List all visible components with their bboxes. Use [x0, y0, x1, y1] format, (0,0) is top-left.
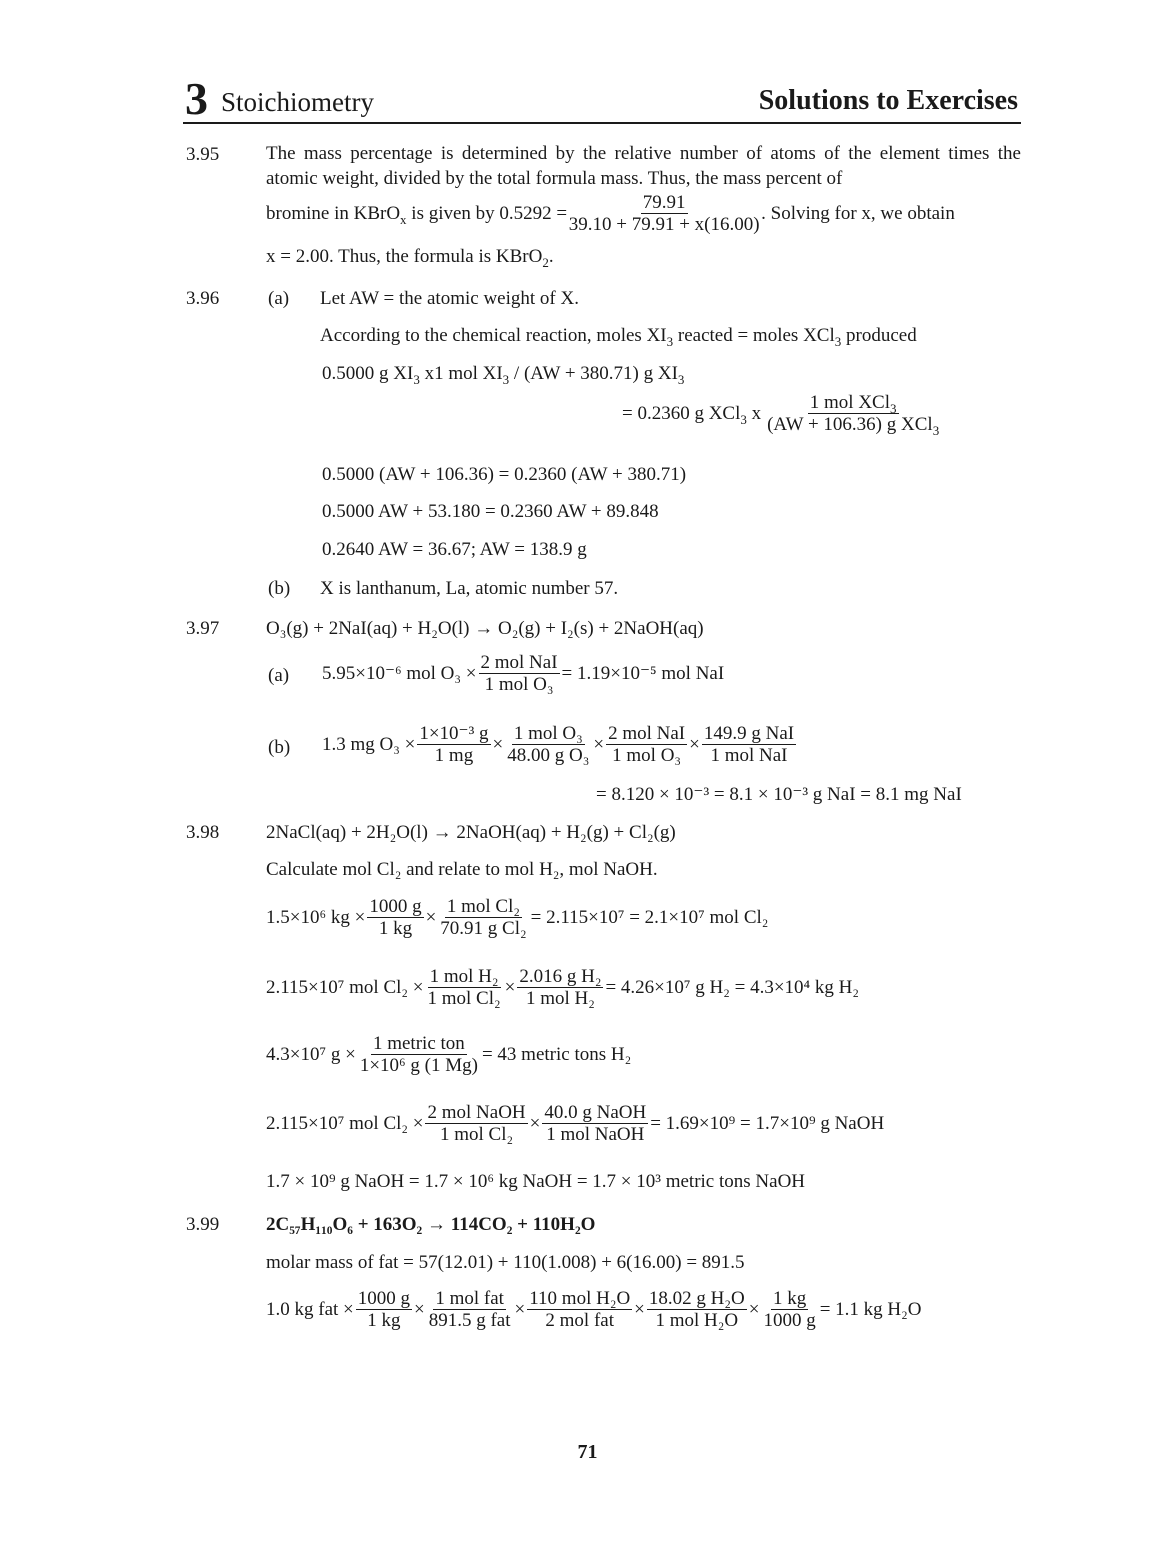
- part-a-label: (a): [268, 288, 290, 309]
- part-a-eq2: = 0.2360 g XCl$_3$ x $\frac{1 mol XCl_3}{(AW + 106.36) g XCl_3}$: [622, 392, 945, 435]
- exercise-3-97-b-equation: 1.3 mg O₃ × $\frac{\text{1×10⁻³ g}}{1 mg}$ × $\frac{\text{1 mol O₃}}{\text{48.00 g O₃}}$ × $\frac{\text{2 mol NaI}}{\text{1 mol O₃}}$ × $\frac{\text{149.9 g NaI}}{\text{1 mol NaI}}$: [322, 723, 795, 766]
- fraction: [569, 192, 759, 235]
- exercise-3-98-final: 1.7 × 10⁹ g NaOH = 1.7 × 10⁶ kg NaOH = 1.7 × 10³ metric tons NaOH: [266, 1171, 806, 1192]
- exercise-number-3-96: 3.96: [186, 288, 220, 309]
- exercise-3-97-reaction: O₃(g) + 2NaI(aq) + H₂O(l) → O₂(g) + I₂(s) + 2NaOH(aq): [266, 618, 704, 639]
- chapter-number: 3: [185, 73, 208, 124]
- exercise-3-98-eq3: 4.3×10⁷ g × $\frac{\text{1 metric ton}}{\text{1×10⁶ g (1 Mg)}}$ = 43 metric tons H₂: [266, 1033, 632, 1076]
- exercise-3-97-b-result: = 8.120 × 10⁻³ = 8.1 × 10⁻³ g NaI = 8.1 mg NaI: [596, 784, 962, 805]
- fraction: $\frac{\text{18.02 g H₂O}}{\text{1 mol H₂O}}$: [648, 1288, 745, 1331]
- part-a-eq1: 0.5000 g $XI_3$ x1 mol $XI_3 / (AW + 380.71)$ g $XI_3$: [322, 363, 685, 387]
- exercise-3-98-eq2: 2.115×10⁷ mol Cl₂ × $\frac{\text{1 mol H₂}}{\text{1 mol Cl₂}}$ × $\frac{\text{2.016 g H₂}}{\text{1 mol H₂}}$ = 4.26×10⁷ g H₂ = 4.3×10⁴ kg H₂: [266, 966, 860, 1009]
- part-b-label: (b): [268, 737, 291, 758]
- fraction: $\frac{\text{110 mol H₂O}}{\text{2 mol fat}}$: [529, 1288, 631, 1331]
- exercise-3-98-eq4: 2.115×10⁷ mol Cl₂ × $\frac{\text{2 mol NaOH}}{\text{1 mol Cl₂}}$ × $\frac{\text{40.0 g NaOH}}{\text{1 mol NaOH}}$ = 1.69×10⁹ = 1.7×10⁹ g NaOH: [266, 1102, 885, 1145]
- exercise-3-98-calc-text: Calculate mol Cl₂ and relate to mol H₂, mol NaOH.: [266, 859, 658, 880]
- fraction: $\frac{\text{2 mol NaOH}}{\text{1 mol Cl₂}}$: [427, 1102, 526, 1145]
- part-a-line2: According to the chemical reaction, moles $XI_3$ reacted = moles XCl$_3$ produced: [320, 325, 917, 349]
- header-rule: [183, 122, 1021, 124]
- exercise-3-99-equation: 1.0 kg fat × $\frac{1000 g}{1 kg}$ × $\frac{\text{1 mol fat}}{\text{891.5 g fat}}$ × $\frac{\text{110 mol H₂O}}{\text{2 mol fat}}$ × $\frac{\text{18.02 g H₂O}}{\text{1 mol H₂O}}$ × $\frac{1 kg}{1000 g}$ = 1.1 kg H₂O: [266, 1288, 922, 1331]
- page-number: 71: [577, 1441, 598, 1463]
- exercise-3-95-text: The mass percentage is determined by the relative number of atoms of the element times the atomic weight, divided by the total formula mass. Thus, the mass percent of: [266, 143, 1021, 189]
- exercise-number-3-97: 3.97: [186, 618, 220, 639]
- fraction: $\frac{1000 g}{1 kg}$: [357, 1288, 411, 1331]
- fraction: $\frac{\text{1×10⁻³ g}}{1 mg}$: [419, 723, 489, 766]
- exercise-3-98-eq1: 1.5×10⁶ kg × $\frac{1000 g}{1 kg}$ × $\frac{\text{1 mol Cl₂}}{\text{70.91 g Cl₂}}$ = 2.115×10⁷ = 2.1×10⁷ mol Cl₂: [266, 896, 769, 939]
- exercise-3-95-equation: [266, 192, 955, 235]
- part-a-step1: 0.5000 (AW + 106.36) = 0.2360 (AW + 380.71): [322, 464, 687, 485]
- fraction: $\frac{\text{1 metric ton}}{\text{1×10⁶ g (1 Mg)}}$: [359, 1033, 478, 1076]
- fraction: $\frac{\text{2 mol NaI}}{\text{1 mol O₃}}$: [480, 652, 558, 695]
- eq-lead: bromine in KBrO$_x$ is given by 0.5292 =: [266, 202, 568, 227]
- fraction: $\frac{1000 g}{1 kg}$: [369, 896, 422, 939]
- exercise-number-3-98: 3.98: [186, 822, 220, 843]
- exercise-3-99-molar-mass: molar mass of fat = 57(12.01) + 110(1.008) + 6(16.00) = 891.5: [266, 1252, 745, 1273]
- exercise-3-95-result: x = 2.00. Thus, the formula is KBrO$_2$.: [266, 246, 554, 270]
- exercise-3-99-reaction: 2C₅₇H₁₁₀O₆ + 163O₂ → 114CO₂ + 110H₂O: [266, 1214, 596, 1235]
- fraction-numerator: 79.91: [642, 192, 686, 213]
- fraction: [763, 392, 943, 438]
- part-b-text: X is lanthanum, La, atomic number 57.: [320, 578, 619, 599]
- fraction: $\frac{\text{1 mol Cl₂}}{\text{70.91 g Cl₂}}$: [440, 896, 527, 939]
- eq-tail: . Solving for x, we obtain: [761, 202, 955, 224]
- fraction-numerator: 1 mol XCl$_3$: [809, 392, 897, 416]
- chapter-title: Stoichiometry: [221, 87, 374, 117]
- part-a-step2: 0.5000 AW + 53.180 = 0.2360 AW + 89.848: [322, 501, 659, 522]
- fraction: $\frac{\text{40.0 g NaOH}}{\text{1 mol NaOH}}$: [544, 1102, 647, 1145]
- exercise-number-3-95: 3.95: [186, 144, 220, 165]
- exercise-3-98-reaction: 2NaCl(aq) + 2H₂O(l) → 2NaOH(aq) + H₂(g) + Cl₂(g): [266, 822, 676, 843]
- fraction-denominator: (AW + 106.36) g XCl$_3$: [767, 414, 940, 438]
- part-a-line1: Let AW = the atomic weight of X.: [320, 288, 579, 309]
- section-title: Solutions to Exercises: [758, 85, 1018, 116]
- fraction: $\frac{\text{1 mol O₃}}{\text{48.00 g O₃}}$: [507, 723, 590, 766]
- part-a-step3: 0.2640 AW = 36.67; AW = 138.9 g: [322, 539, 587, 560]
- fraction-denominator: 39.10 + 79.91 + x(16.00): [568, 214, 760, 235]
- part-b-label: (b): [268, 578, 291, 599]
- fraction: $\frac{\text{1 mol fat}}{\text{891.5 g fat}}$: [428, 1288, 511, 1331]
- exercise-3-97-a-equation: 5.95×10⁻⁶ mol O₃ × $\frac{\text{2 mol NaI}}{\text{1 mol O₃}}$ = 1.19×10⁻⁵ mol NaI: [322, 652, 725, 695]
- fraction: $\frac{\text{149.9 g NaI}}{\text{1 mol NaI}}$: [703, 723, 795, 766]
- part-a-label: (a): [268, 665, 290, 686]
- fraction: $\frac{1 kg}{1000 g}$: [763, 1288, 816, 1331]
- exercise-number-3-99: 3.99: [186, 1214, 220, 1235]
- fraction: $\frac{\text{2 mol NaI}}{\text{1 mol O₃}}$: [608, 723, 686, 766]
- fraction: $\frac{\text{1 mol H₂}}{\text{1 mol Cl₂}}$: [427, 966, 501, 1009]
- fraction: $\frac{\text{2.016 g H₂}}{\text{1 mol H₂}}$: [519, 966, 602, 1009]
